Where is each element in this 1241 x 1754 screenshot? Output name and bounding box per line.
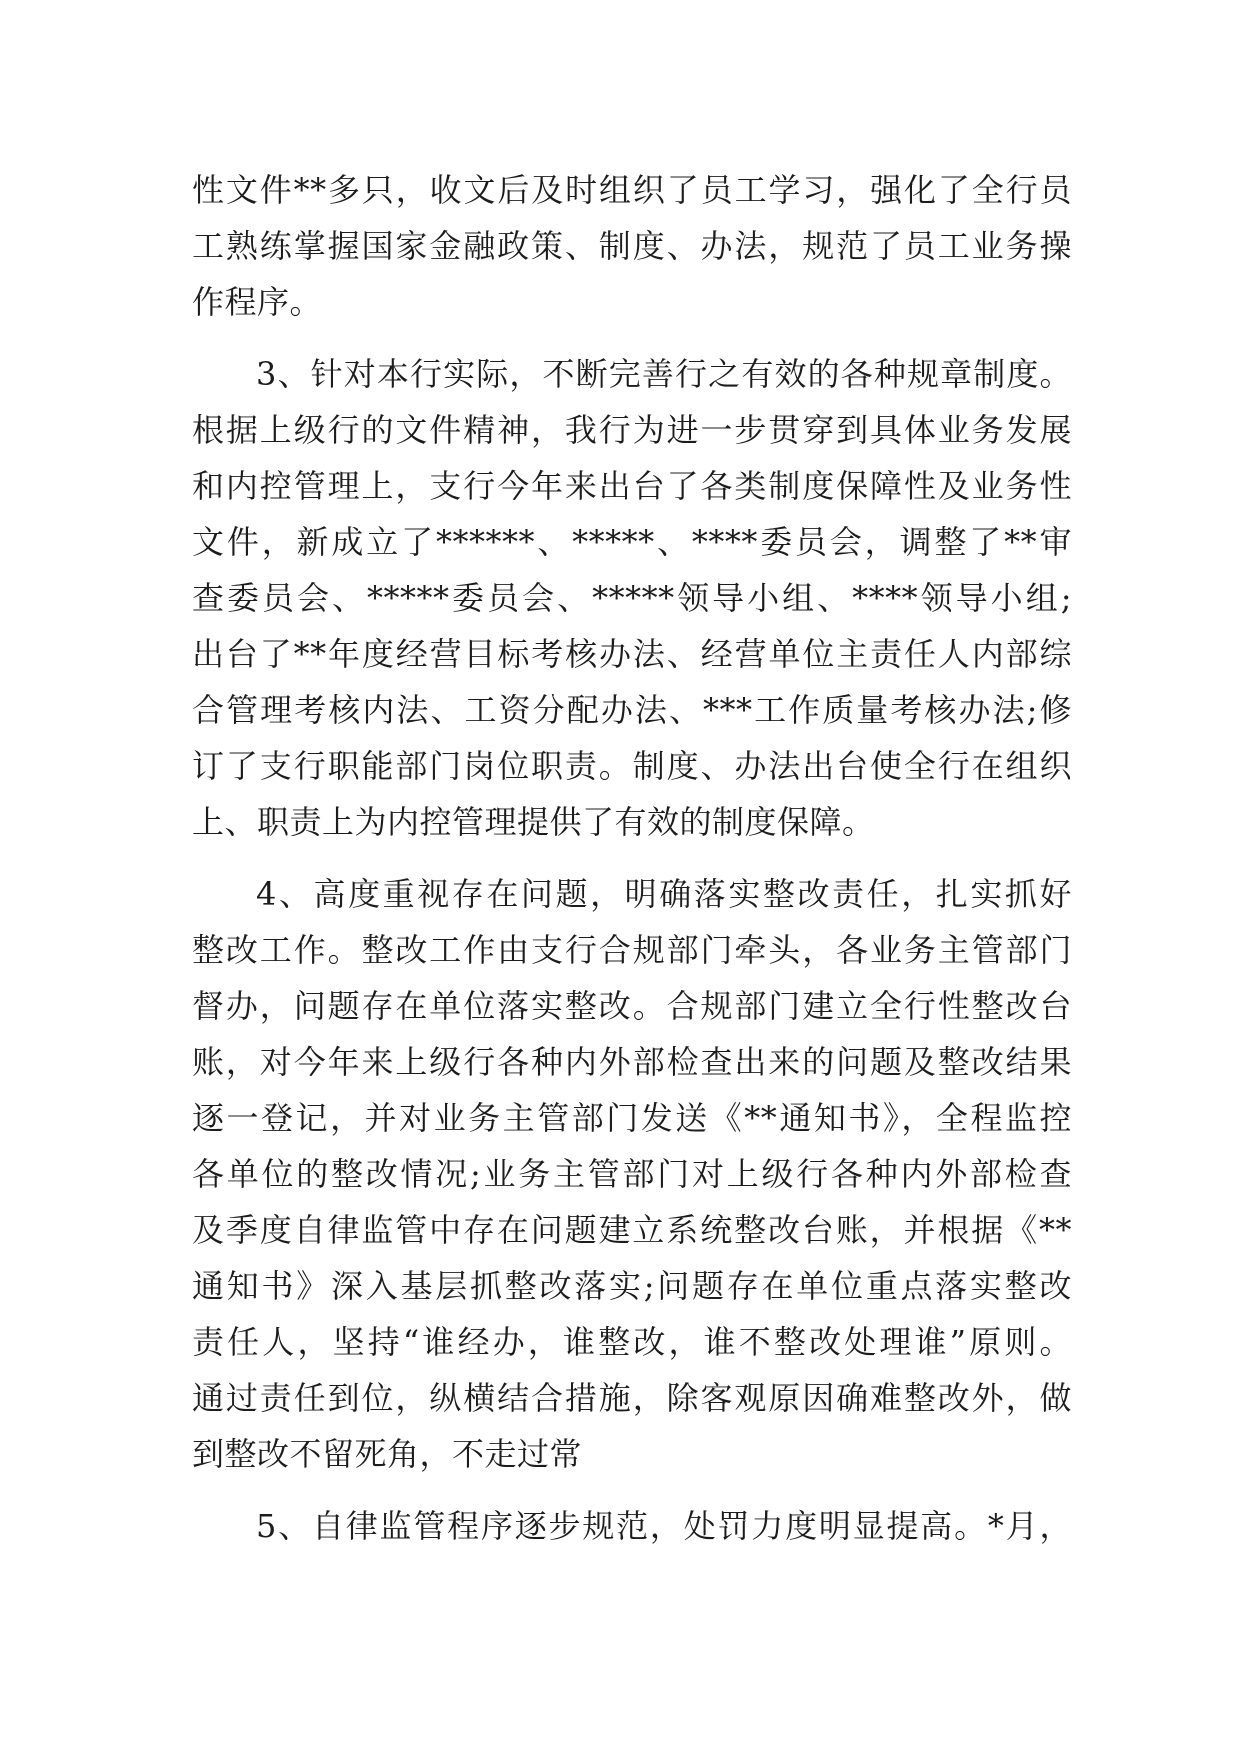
text-line: 账，对今年来上级行各种内外部检查出来的问题及整改结果 <box>192 1043 1072 1081</box>
text-line: 性文件**多只，收文后及时组织了员工学习，强化了全行员 <box>192 171 1072 209</box>
text-line: 整改工作。整改工作由支行合规部门牵头，各业务主管部门 <box>192 931 1072 969</box>
text-line: 根据上级行的文件精神，我行为进一步贯穿到具体业务发展 <box>192 411 1072 449</box>
text-line: 出台了**年度经营目标考核办法、经营单位主责任人内部综 <box>192 635 1072 673</box>
text-line: 督办，问题存在单位落实整改。合规部门建立全行性整改台 <box>192 987 1072 1025</box>
paragraph-continuation <box>192 162 1072 330</box>
paragraph-spacer <box>192 330 1072 346</box>
text-line: 各单位的整改情况;业务主管部门对上级行各种内外部检查 <box>192 1155 1072 1193</box>
text-line: 通知书》深入基层抓整改落实;问题存在单位重点落实整改 <box>192 1267 1072 1305</box>
paragraph-spacer <box>192 850 1072 866</box>
text-line: 5、自律监管程序逐步规范，处罚力度明显提高。*月， <box>256 1507 1072 1545</box>
text-line: 4、高度重视存在问题，明确落实整改责任，扎实抓好 <box>256 875 1072 913</box>
text-line: 及季度自律监管中存在问题建立系统整改台账，并根据《** <box>192 1211 1072 1249</box>
text-line: 工熟练掌握国家金融政策、制度、办法，规范了员工业务操 <box>192 227 1072 265</box>
document-body <box>192 162 1072 1554</box>
text-line: 文件，新成立了******、*****、****委员会，调整了**审 <box>192 523 1072 561</box>
text-line: 通过责任到位，纵横结合措施，除客观原因确难整改外，做 <box>192 1379 1072 1417</box>
text-line: 责任人，坚持“谁经办，谁整改，谁不整改处理谁”原则。 <box>192 1323 1072 1361</box>
paragraph-item-5 <box>192 1498 1072 1554</box>
text-line: 作程序。 <box>192 283 323 321</box>
paragraph-item-4 <box>192 866 1072 1482</box>
text-line: 和内控管理上，支行今年来出台了各类制度保障性及业务性 <box>192 467 1072 505</box>
text-line: 逐一登记，并对业务主管部门发送《**通知书》，全程监控 <box>192 1099 1072 1137</box>
text-line: 查委员会、*****委员会、*****领导小组、****领导小组; <box>192 579 1072 617</box>
text-line: 3、针对本行实际，不断完善行之有效的各种规章制度。 <box>256 355 1072 393</box>
paragraph-spacer <box>192 1482 1072 1498</box>
text-line: 到整改不留死角，不走过常 <box>192 1435 583 1473</box>
text-line: 合管理考核内法、工资分配办法、***工作质量考核办法;修 <box>192 691 1072 729</box>
text-line: 上、职责上为内控管理提供了有效的制度保障。 <box>192 803 875 841</box>
text-line: 订了支行职能部门岗位职责。制度、办法出台使全行在组织 <box>192 747 1072 785</box>
paragraph-item-3 <box>192 346 1072 850</box>
